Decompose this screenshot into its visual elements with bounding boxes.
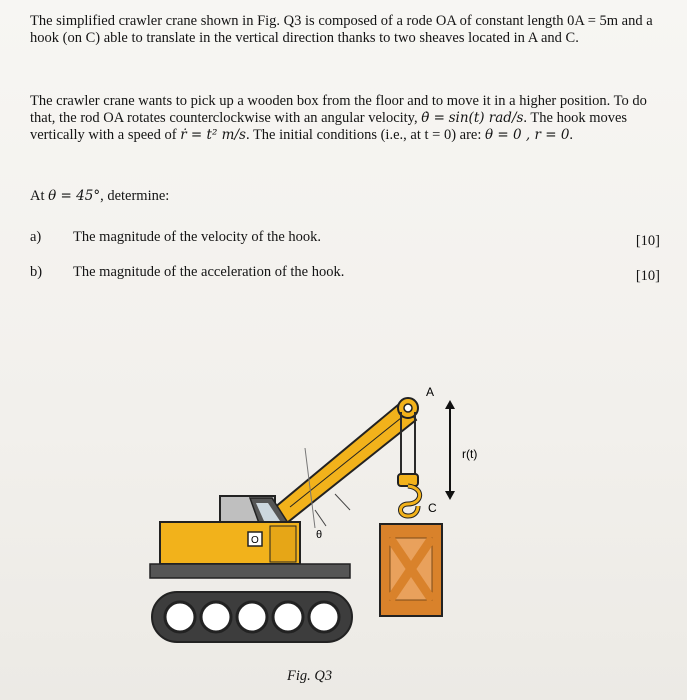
- label-theta: θ: [316, 529, 323, 541]
- problem-intro: The simplified crawler crane shown in Fig. Q3 is composed of a rode OA of constant length 0A = 5m and a hook (on C) able to translate in the vertical direction thanks to two sheaves located in A and C.: [30, 13, 653, 46]
- desc-text-4: .: [569, 127, 574, 143]
- initial-conditions-expr: θ = 0 , r = 0: [485, 127, 570, 143]
- crane-body: [160, 522, 300, 564]
- crawler-tracks: [150, 564, 352, 642]
- problem-description: [30, 93, 660, 144]
- r-dot-expr: ṙ = t² m/s: [180, 127, 246, 143]
- question-marks: [10]: [635, 233, 660, 249]
- label-a: A: [426, 385, 435, 399]
- question-text: The magnitude of the velocity of the hook.: [73, 229, 322, 245]
- theta-value-expr: θ = 45°: [48, 188, 101, 204]
- question-label: a): [30, 229, 42, 245]
- desc-text-2: . The hook moves vertically with a speed of: [30, 110, 628, 143]
- problem-condition: [30, 188, 660, 205]
- desc-text-1: The crawler crane wants to pick up a wooden box from the floor and to move it in a higher position. To do that, the rod OA rotates counterclockwise with an angular velocity,: [30, 93, 647, 126]
- condition-text-1: At: [30, 188, 49, 204]
- desc-text-3: . The initial conditions (i.e., at t = 0) are:: [245, 127, 485, 143]
- r-arrow: [445, 400, 455, 500]
- question-text: The magnitude of the acceleration of the hook.: [73, 264, 345, 280]
- label-r: r(t): [462, 447, 478, 461]
- figure-caption: Fig. Q3: [287, 668, 333, 684]
- crane-figure: [140, 378, 490, 663]
- condition-text-2: , determine:: [100, 188, 170, 204]
- omega-expr: sin(t) rad/s: [448, 110, 524, 126]
- label-c: C: [428, 501, 437, 515]
- question-label: b): [30, 264, 43, 280]
- question-marks: [10]: [635, 268, 660, 284]
- hook: [398, 474, 420, 516]
- theta-dot-expr: θ̇ =: [421, 110, 445, 126]
- wooden-box: [380, 524, 442, 616]
- label-o: O: [251, 535, 259, 546]
